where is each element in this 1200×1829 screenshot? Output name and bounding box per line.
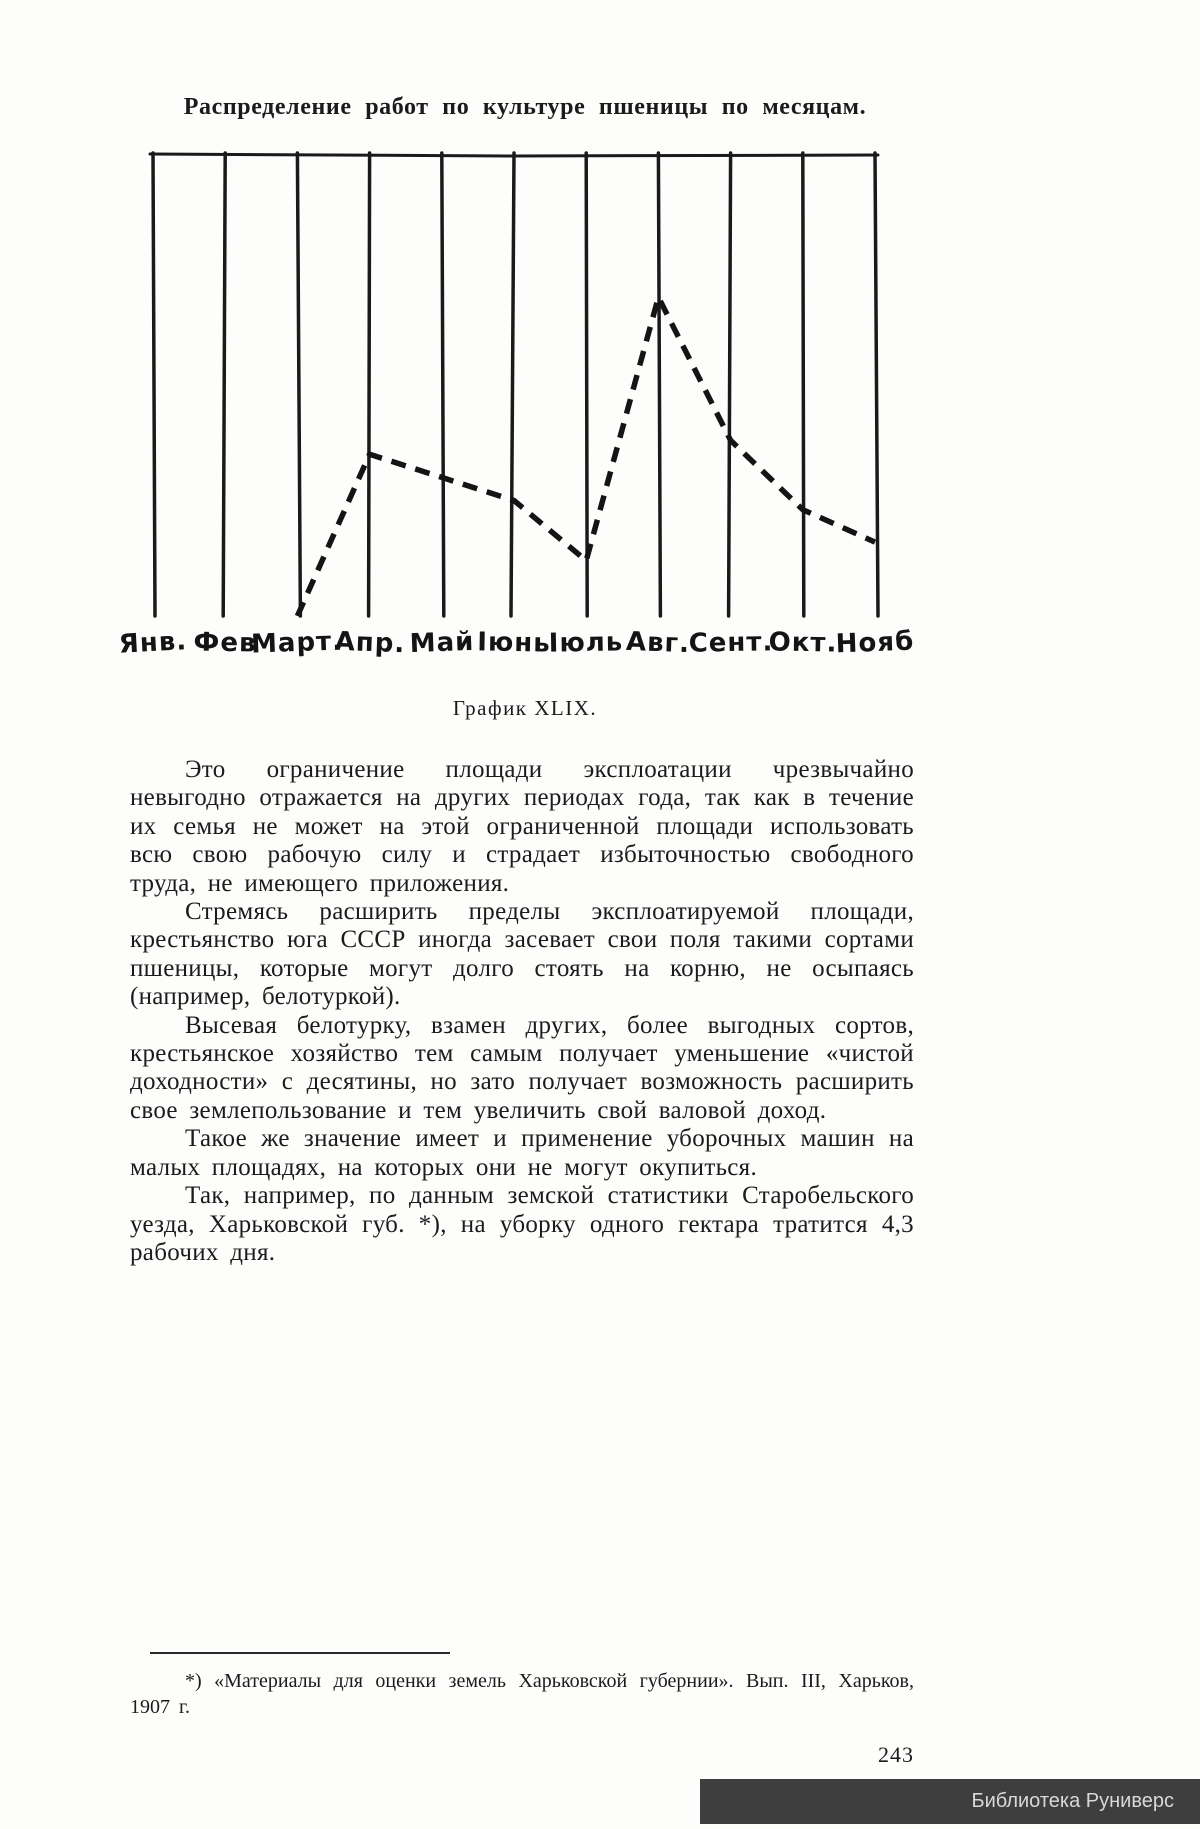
month-labels bbox=[118, 626, 915, 676]
paragraph: Так, например, по данным земской статистики Старобельского уезда, Харьковской губ. *), на уборку одного гектара тратится 4,3 рабочих дня. bbox=[130, 1182, 914, 1266]
month-label-10: Окт. bbox=[768, 627, 838, 659]
month-label-2: Фев bbox=[193, 627, 257, 659]
paragraph: Высевая белотурку, взамен других, более выгодных сортов, крестьянское хозяйство тем самым получает уменьшение «чистой доходности» с десятины, но зато получает возможность расширить свое землепользование и тем увеличить свой валовой доход. bbox=[130, 1011, 914, 1124]
paragraph: Это ограничение площади эксплоатации чрезвычайно невыгодно отражается на других периодах года, так как в течение их семья не может на этой ограниченной площади использовать всю свою рабочую силу и страдает избыточностью свободного труда, не имеющего приложения. bbox=[130, 756, 914, 897]
month-label-11: Нояб bbox=[835, 626, 915, 660]
page-number: 243 bbox=[878, 1742, 914, 1767]
footnote: *) «Материалы для оценки земель Харьковской губернии». Вып. III, Харьков, 1907 г. bbox=[130, 1670, 914, 1718]
paragraph: Такое же значение имеет и применение уборочных машин на малых площадях, на которых они не могут окупиться. bbox=[130, 1125, 914, 1181]
month-label-4: Апр. bbox=[333, 626, 406, 660]
paragraph: Стремясь расширить пределы эксплоатируемой площади, крестьянство юга СССР иногда засевает свои поля такими сортами пшеницы, которые могут долго стоять на корню, не осыпаясь (например, белотуркой). bbox=[130, 898, 914, 1011]
chart-caption: График XLIX. bbox=[452, 696, 598, 720]
month-label-9: Сент. bbox=[688, 627, 774, 659]
body-text bbox=[130, 756, 914, 1267]
page-title: Распределение работ по культуре пшеницы по месяцам. bbox=[183, 94, 867, 120]
library-watermark: Библиотека Руниверс bbox=[700, 1779, 1200, 1824]
month-label-6: Іюнь bbox=[477, 627, 551, 659]
month-label-5: Май bbox=[408, 626, 475, 660]
chart-area bbox=[148, 146, 880, 624]
month-label-8: Авг. bbox=[625, 626, 691, 660]
month-label-1: Янв. bbox=[118, 626, 188, 660]
month-label-3: Март. bbox=[250, 626, 344, 660]
footnote-rule bbox=[150, 1652, 450, 1654]
month-label-7: Іюль bbox=[548, 627, 624, 659]
wheat-work-chart bbox=[148, 146, 880, 624]
